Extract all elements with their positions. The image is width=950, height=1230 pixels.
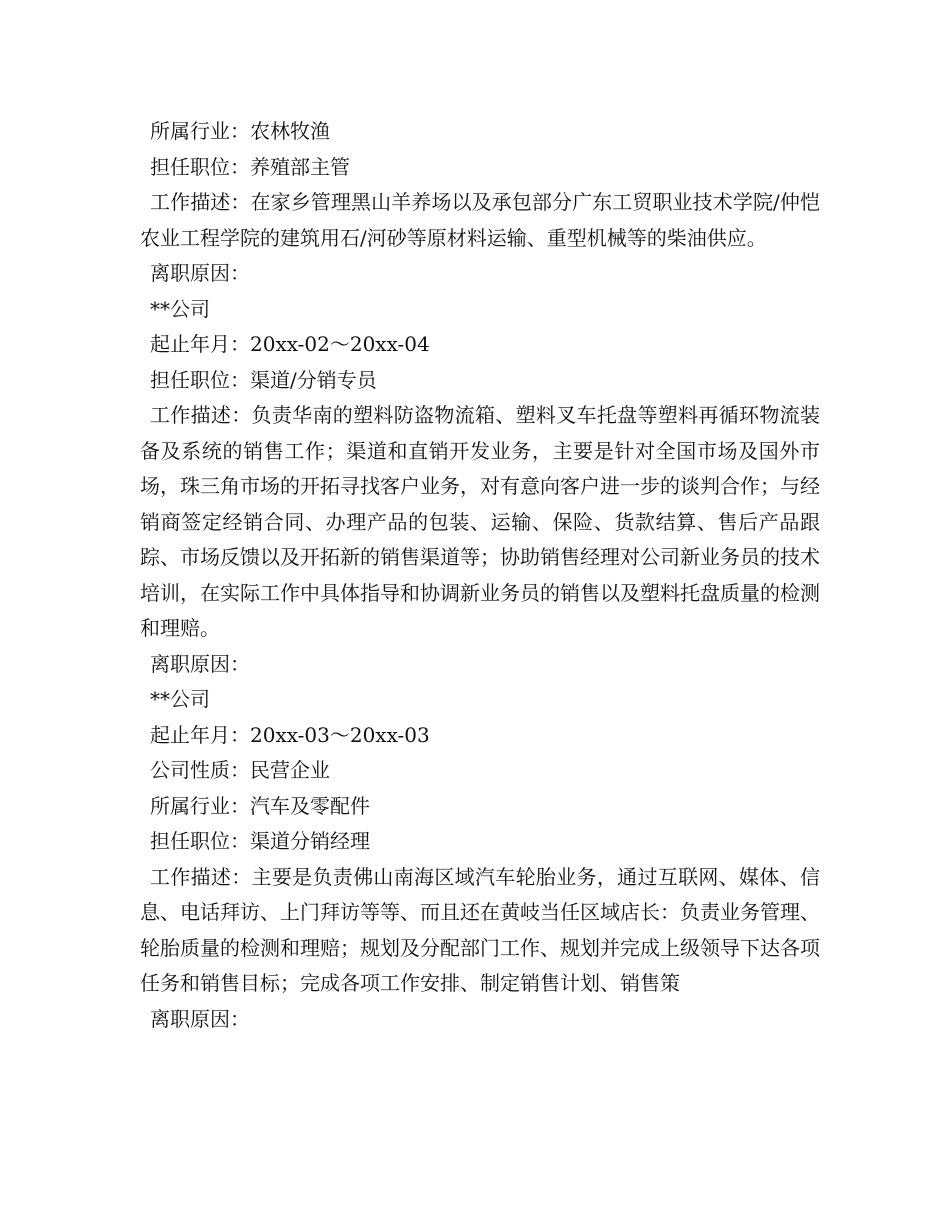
- leave-reason-line: 离职原因：: [150, 651, 250, 676]
- job-description-paragraph: 工作描述：在家乡管理黑山羊养场以及承包部分广东工贸职业技术学院/仲恺农业工程学院的建筑用石/河砂等原材料运输、重型机械等的柴油供应。: [140, 190, 820, 250]
- position-line: 担任职位：养殖部主管: [150, 154, 350, 179]
- industry-line: 所属行业：农林牧渔: [150, 119, 330, 143]
- company-name-line: **公司: [150, 687, 210, 711]
- job-description-paragraph: 工作描述：负责华南的塑料防盗物流箱、塑料叉车托盘等塑料再循环物流装备及系统的销售工作；渠道和直销开发业务，主要是针对全国市场及国外市场，珠三角市场的开拓寻找客户业务，对有意向客户进一步的谈判合作；与经销商签定经销合同、办理产品的包装、运输、保险、货款结算、售后产品跟踪、市场反馈以及开拓新的销售渠道等；协助销售经理对公司新业务员的技术培训，在实际工作中具体指导和协调新业务员的销售以及塑料托盘质量的检测和理赔。: [140, 403, 820, 640]
- industry-line: 所属行业：汽车及零配件: [150, 793, 370, 818]
- resume-document-page: [140, 114, 820, 1037]
- job-description-paragraph: 工作描述：主要是负责佛山南海区域汽车轮胎业务，通过互联网、媒体、信息、电话拜访、上门拜访等等、而且还在黄岐当任区域店长：负责业务管理、轮胎质量的检测和理赔；规划及分配部门工作、规划并完成上级领导下达各项任务和销售目标；完成各项工作安排、制定销售计划、销售策: [140, 864, 820, 995]
- company-type-line: 公司性质：民营企业: [150, 758, 330, 782]
- period-line: 起止年月：20xx-02～20xx-04: [150, 332, 430, 356]
- leave-reason-line: 离职原因：: [150, 1006, 250, 1031]
- position-line: 担任职位：渠道分销经理: [150, 829, 370, 853]
- period-line: 起止年月：20xx-03～20xx-03: [150, 722, 430, 747]
- position-line: 担任职位：渠道/分销专员: [150, 367, 377, 392]
- leave-reason-line: 离职原因：: [150, 261, 250, 285]
- company-name-line: **公司: [150, 296, 210, 321]
